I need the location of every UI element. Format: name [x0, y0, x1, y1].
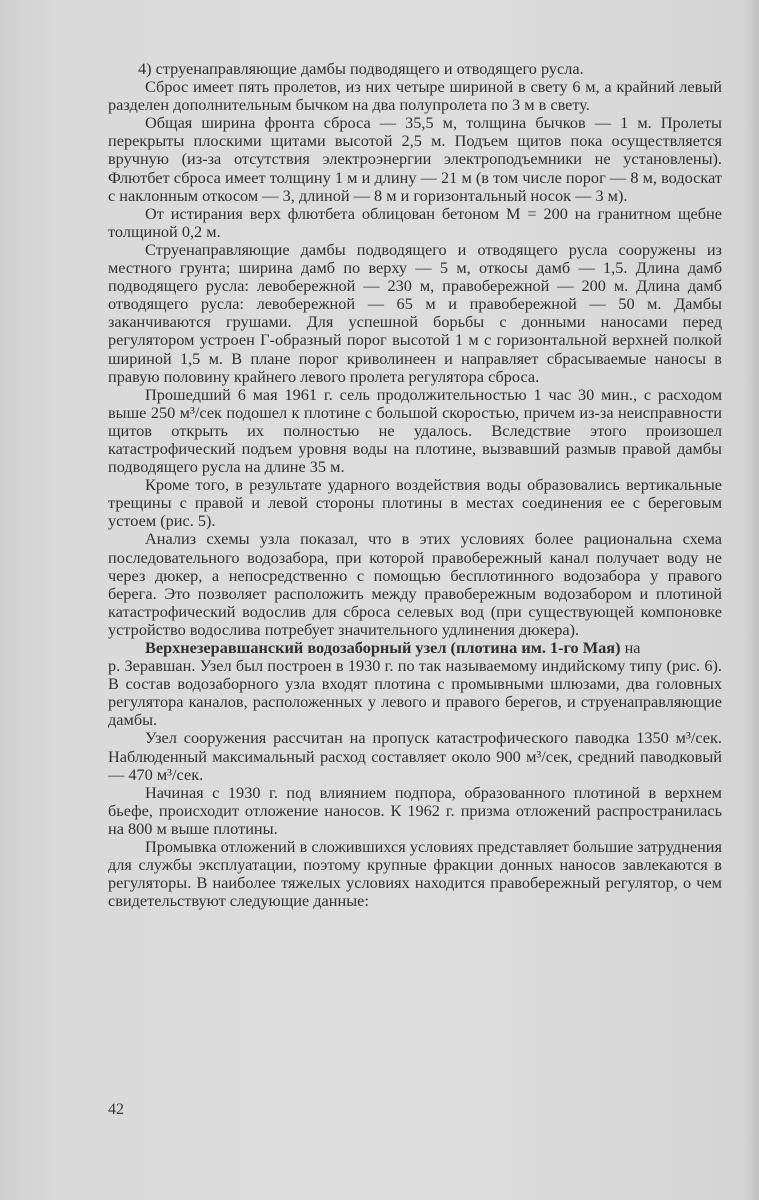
- paragraph-1: 4) струенаправляющие дамбы подводящего и отводящего русла.: [138, 59, 584, 78]
- paragraph-2: Сброс имеет пять пролетов, из них четыре шириной в свету 6 м, а крайний левый разделен дополнительным бычком на два полупролета по 3 м в свету.: [108, 77, 722, 115]
- paragraph-9-body: р. Зеравшан. Узел был построен в 1930 г. по так называемому индийскому типу (рис. 6). В состав водозаборного узла входят плотина с промывными шлюзами, два головных регулятора каналов, расположенных у левого и правого берегов, и струенаправляющие дамбы.: [108, 656, 722, 730]
- spine-shadow: [745, 0, 759, 1200]
- paragraph-3: Общая ширина фронта сброса — 35,5 м, толщина бычков — 1 м. Пролеты перекрыты плоскими щитами высотой 2,5 м. Подъем щитов пока осуществляется вручную (из-за отсутствия электроэнергии электроподъемники не установлены). Флютбет сброса имеет толщину 1 м и длину — 21 м (в том числе порог — 8 м, водоскат с наклонным откосом — 3, длиной — 8 м и горизонтальный носок — 3 м).: [108, 113, 722, 205]
- paragraph-6: Прошедший 6 мая 1961 г. сель продолжительностью 1 час 30 мин., с расходом выше 250 м³/сек подошел к плотине с большой скоростью, причем из-за неисправности щитов открыть их полностью не удалось. Вследствие этого произошел катастрофический подъем уровня воды на плотине, вызвавший размыв правой дамбы подводящего русла на длине 35 м.: [108, 384, 722, 477]
- paragraph-5: Струенаправляющие дамбы подводящего и отводящего русла сооружены из местного грунта; ширина дамб по верху — 5 м, откосы дамб — 1,5. Длина дамб подводящего русла: левобережной — 230 м, правобережной — 200 м. Длина дамб отводящего русла: левобережной — 65 м и правобережной — 50 м. Дамбы заканчиваются грушами. Для успешной борьбы с донными наносами перед регулятором устроен Г-образный порог высотой 1 м с горизонтальной верхней полкой шириной 1,5 м. В плане порог криволинеен и направляет сбрасываемые наносы в правую половину крайнего левого пролета регулятора сброса.: [108, 239, 722, 386]
- paragraph-11: Начиная с 1930 г. под влиянием подпора, образованного плотиной в верхнем бьефе, происходит отложение наносов. К 1962 г. призма отложений распространилась на 800 м выше плотины.: [108, 782, 722, 838]
- section-heading: Верхнезеравшанский водозаборный узел (плотина им. 1-го Мая): [145, 638, 621, 657]
- page-text: [108, 60, 722, 910]
- paragraph-8: Анализ схемы узла показал, что в этих условиях более рациональна схема последовательного водозабора, при которой правобережный канал получает воду не через дюкер, а непосредственно с помощью бесплотинного водозабора у правого берега. Это позволяет расположить между правобережным водозабором и плотиной катастрофический водослив для сброса селевых вод (при существующей компоновке устройство водослива потребует значительного удлинения дюкера).: [108, 529, 722, 639]
- paragraph-12: Промывка отложений в сложившихся условиях представляет большие затруднения для службы эксплуатации, поэтому крупные фракции донных наносов завлекаются в регуляторы. В наиболее тяжелых условиях находится правобережный регулятор, о чем свидетельствуют следующие данные:: [108, 837, 722, 911]
- paragraph-4: От истирания верх флютбета облицован бетоном М = 200 на гранитном щебне толщиной 0,2 м.: [108, 203, 722, 241]
- page-number: 42: [108, 1101, 124, 1118]
- paragraph-7: Кроме того, в результате ударного воздействия воды образовались вертикальные трещины с правой и левой стороны плотины в местах соединения ее с береговым устоем (рис. 5).: [108, 475, 722, 531]
- paragraph-9: [108, 639, 722, 657]
- section-heading-tail: на: [620, 638, 641, 657]
- paragraph-10: Узел сооружения рассчитан на пропуск катастрофического паводка 1350 м³/сек. Наблюденный максимальный расход составляет около 900 м³/сек, средний паводковый — 470 м³/сек.: [108, 728, 722, 784]
